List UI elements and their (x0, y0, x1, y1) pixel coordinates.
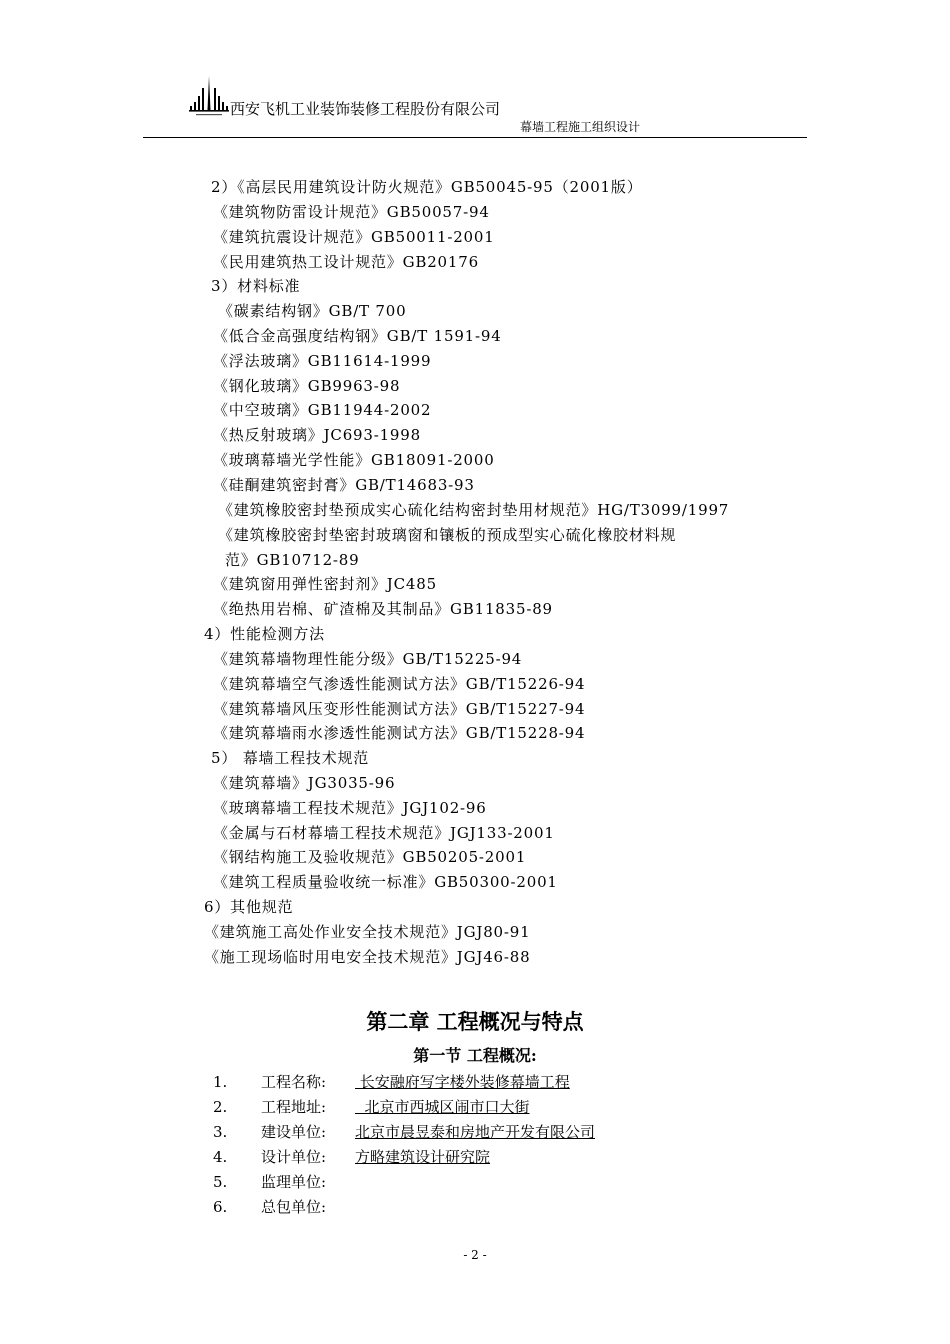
info-number: 5. (213, 1173, 228, 1191)
standard-line: 《施工现场临时用电安全技术规范》JGJ46-88 (204, 948, 531, 966)
info-label: 建设单位: (261, 1123, 327, 1141)
standard-line: 《民用建筑热工设计规范》GB20176 (213, 253, 479, 271)
project-info-row (213, 1072, 570, 1092)
standard-line: 《钢结构施工及验收规范》GB50205-2001 (213, 848, 527, 866)
project-info-row (213, 1122, 595, 1142)
company-name: 西安飞机工业装饰装修工程股份有限公司 (230, 100, 501, 118)
info-number: 1. (213, 1073, 228, 1091)
info-value: 北京市晨昱泰和房地产开发有限公司 (355, 1123, 596, 1141)
standard-line: 《建筑幕墙》JG3035-96 (213, 774, 396, 792)
page-number: - 2 - (463, 1248, 487, 1262)
standard-line: 《浮法玻璃》GB11614-1999 (213, 352, 432, 370)
info-value: 北京市西城区闹市口大街 (355, 1098, 530, 1116)
standard-line: 《热反射玻璃》JC693-1998 (213, 426, 421, 444)
project-info-row (213, 1147, 490, 1167)
company-logo-icon (188, 74, 230, 118)
project-info-row (213, 1172, 355, 1192)
standard-line: 4）性能检测方法 (204, 625, 325, 643)
standard-line: 《建筑幕墙物理性能分级》GB/T15225-94 (213, 650, 523, 668)
info-value: 长安融府写字楼外装修幕墙工程 (355, 1073, 570, 1091)
info-number: 4. (213, 1148, 228, 1166)
info-label: 设计单位: (261, 1148, 327, 1166)
standard-line: 《建筑橡胶密封垫预成实心硫化结构密封垫用材规范》HG/T3099/1997 (218, 501, 730, 519)
standard-line: 《建筑工程质量验收统一标准》GB50300-2001 (213, 873, 558, 891)
standard-line: 《钢化玻璃》GB9963-98 (213, 377, 401, 395)
standard-line: 2）《高层民用建筑设计防火规范》GB50045-95（2001版） (211, 178, 643, 196)
document-subtitle: 幕墙工程施工组织设计 (520, 120, 641, 134)
standard-line: 《玻璃幕墙光学性能》GB18091-2000 (213, 451, 495, 469)
standard-line: 《硅酮建筑密封膏》GB/T14683-93 (213, 476, 475, 494)
standard-line: 《建筑幕墙风压变形性能测试方法》GB/T15227-94 (213, 700, 586, 718)
project-info-row (213, 1097, 530, 1117)
project-info-row (213, 1197, 355, 1217)
standard-line: 《建筑物防雷设计规范》GB50057-94 (213, 203, 490, 221)
info-label: 工程地址: (261, 1098, 327, 1116)
info-value: 方略建筑设计研究院 (355, 1148, 491, 1166)
standard-line: 6）其他规范 (204, 898, 294, 916)
standard-line: 5） 幕墙工程技术规范 (211, 749, 370, 767)
standard-line: 《低合金高强度结构钢》GB/T 1591-94 (213, 327, 502, 345)
standard-line: 《绝热用岩棉、矿渣棉及其制品》GB11835-89 (213, 600, 553, 618)
info-number: 6. (213, 1198, 228, 1216)
standard-line: 《金属与石材幕墙工程技术规范》JGJ133-2001 (213, 824, 555, 842)
section-title: 第一节 工程概况: (413, 1046, 537, 1065)
info-label: 总包单位: (261, 1198, 327, 1216)
info-label: 监理单位: (261, 1173, 327, 1191)
standard-line: 3）材料标准 (211, 277, 301, 295)
standard-line: 《建筑幕墙雨水渗透性能测试方法》GB/T15228-94 (213, 724, 586, 742)
standard-line: 《建筑抗震设计规范》GB50011-2001 (213, 228, 495, 246)
chapter-title: 第二章 工程概况与特点 (366, 1009, 584, 1034)
standard-line: 《建筑橡胶密封垫密封玻璃窗和镶板的预成型实心硫化橡胶材料规 (218, 526, 677, 544)
standard-line: 《碳素结构钢》GB/T 700 (218, 302, 407, 320)
standard-line: 《玻璃幕墙工程技术规范》JGJ102-96 (213, 799, 487, 817)
standard-line: 范》GB10712-89 (225, 551, 360, 569)
info-number: 2. (213, 1098, 228, 1116)
header-divider (143, 137, 807, 138)
standard-line: 《建筑施工高处作业安全技术规范》JGJ80-91 (204, 923, 531, 941)
info-label: 工程名称: (261, 1073, 327, 1091)
info-number: 3. (213, 1123, 228, 1141)
standard-line: 《中空玻璃》GB11944-2002 (213, 401, 432, 419)
standard-line: 《建筑窗用弹性密封剂》JC485 (213, 575, 437, 593)
standard-line: 《建筑幕墙空气渗透性能测试方法》GB/T15226-94 (213, 675, 586, 693)
